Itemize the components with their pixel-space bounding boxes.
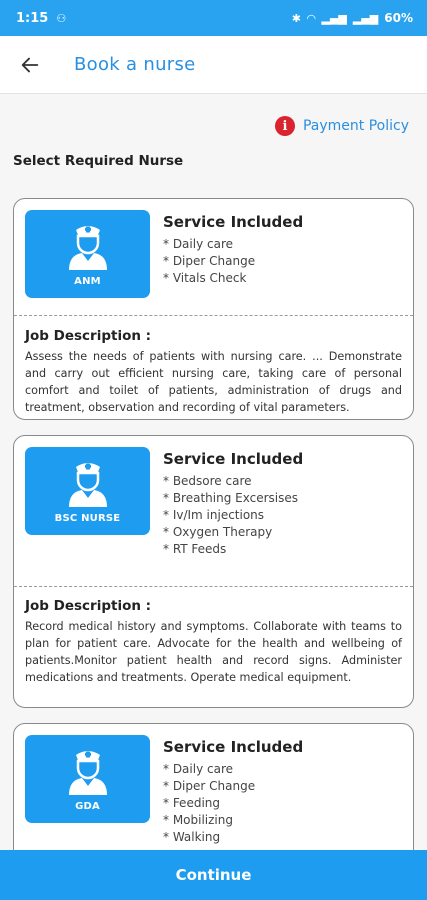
- service-item: * Daily care: [163, 237, 233, 251]
- services-title: Service Included: [163, 450, 304, 468]
- job-description: [25, 598, 402, 686]
- service-item: * Feeding: [163, 796, 220, 810]
- continue-button[interactable]: Continue: [0, 850, 427, 900]
- nurse-badge: [25, 210, 150, 298]
- card-divider: [14, 315, 413, 316]
- back-button[interactable]: [0, 36, 60, 94]
- battery-text: 60%: [384, 11, 413, 25]
- service-item: * Diper Change: [163, 254, 256, 268]
- nurse-icon: [65, 746, 111, 796]
- nurse-badge: [25, 735, 150, 823]
- nurse-card-bsc[interactable]: [13, 435, 414, 708]
- main-content: [0, 94, 427, 850]
- status-left: [16, 11, 66, 26]
- service-item: * Walking: [163, 830, 221, 844]
- arrow-left-icon: [19, 54, 41, 76]
- nurse-card-anm[interactable]: [13, 198, 414, 420]
- wifi-icon: ◠: [307, 11, 316, 25]
- service-item: * Daily care: [163, 762, 233, 776]
- service-item: * Bedsore care: [163, 474, 252, 488]
- card-divider: [14, 586, 413, 587]
- status-time: 1:15: [16, 10, 49, 26]
- services-title: Service Included: [163, 213, 304, 231]
- notification-icon: ⚇: [56, 11, 67, 25]
- nurse-badge: [25, 447, 150, 535]
- job-description-title: Job Description :: [25, 328, 152, 344]
- card-top: [14, 436, 413, 558]
- services-list: [163, 735, 303, 846]
- services-list: [163, 210, 303, 298]
- page-title: Book a nurse: [74, 54, 196, 75]
- service-item: * Mobilizing: [163, 813, 233, 827]
- service-item: * Oxygen Therapy: [163, 525, 273, 539]
- services-list: [163, 447, 303, 558]
- nurse-icon: [65, 221, 111, 271]
- signal-icon-2: ▂▄▆: [352, 11, 379, 25]
- card-top: [14, 724, 413, 846]
- info-icon: i: [275, 116, 295, 136]
- nurse-icon: [65, 458, 111, 508]
- badge-label: ANM: [74, 276, 101, 287]
- status-bar: [0, 0, 427, 36]
- service-item: * Iv/Im injections: [163, 508, 265, 522]
- service-item: * Breathing Excersises: [163, 491, 298, 505]
- vibrate-icon: ✱: [291, 11, 302, 25]
- status-right: [292, 11, 413, 25]
- job-description-text: Assess the needs of patients with nursing care. ... Demonstrate and carry out efficient nursing care, taking care of personal comfort and toilet of patients, administration of drugs and treatment, observation and recording of vital parameters.: [25, 350, 402, 414]
- nurse-card-gda[interactable]: [13, 723, 414, 850]
- job-description-title: Job Description :: [25, 598, 152, 614]
- policy-row: [0, 94, 427, 136]
- section-label: Select Required Nurse: [13, 153, 184, 169]
- services-title: Service Included: [163, 738, 304, 756]
- job-description: [25, 328, 402, 416]
- service-item: * RT Feeds: [163, 542, 227, 556]
- job-description-text: Record medical history and symptoms. Collaborate with teams to plan for patient care. Advocate for the health and wellbeing of patients.Monitor patient health and record signs. Administer medications and treatments. Operate medical equipment.: [25, 620, 402, 684]
- badge-label: BSC NURSE: [54, 513, 121, 524]
- app-bar: [0, 36, 427, 94]
- service-item: * Vitals Check: [163, 271, 247, 285]
- badge-label: GDA: [75, 801, 100, 812]
- service-item: * Diper Change: [163, 779, 256, 793]
- payment-policy-link[interactable]: [275, 116, 409, 136]
- payment-policy-label: Payment Policy: [302, 118, 409, 134]
- signal-icon: ▂▄▆: [321, 11, 347, 25]
- card-top: [14, 199, 413, 298]
